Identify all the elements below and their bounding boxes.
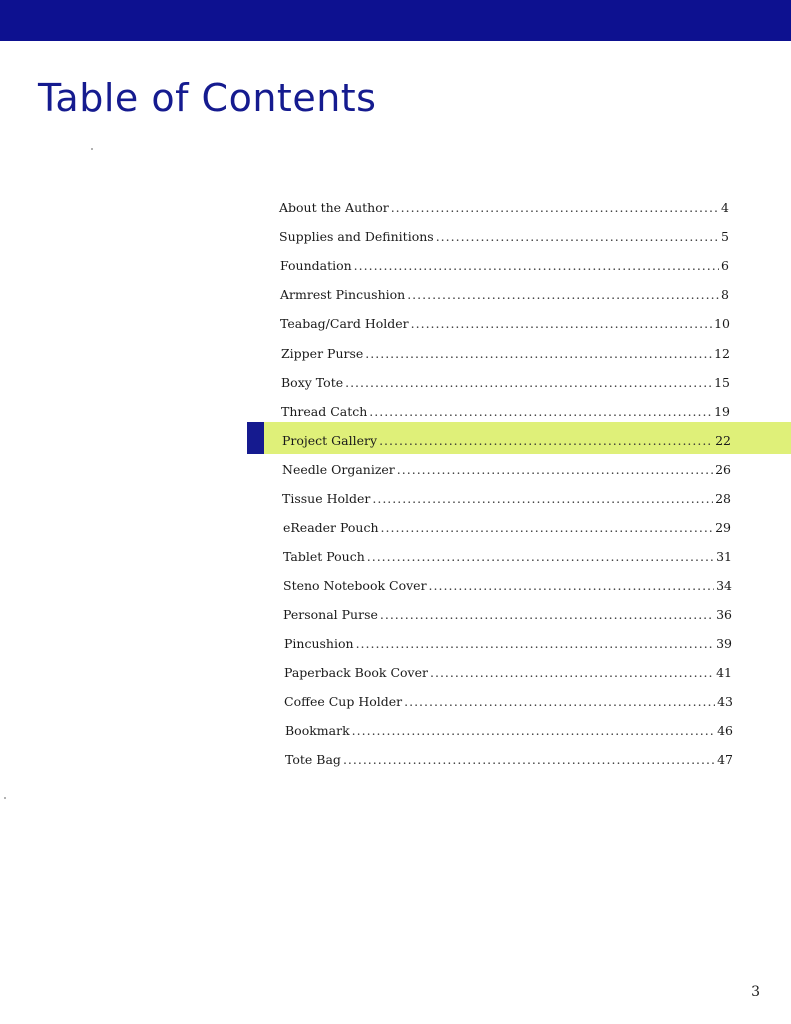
toc-entry-title: Tissue Holder [282, 491, 371, 506]
toc-entry[interactable] [0, 254, 791, 278]
toc-entry-page: 4 [721, 200, 729, 215]
toc-entry-line [285, 719, 733, 743]
toc-entry-line [281, 342, 730, 366]
toc-entry-title: Foundation [280, 258, 352, 273]
toc-entry[interactable] [0, 196, 791, 220]
paper-speck [91, 148, 93, 150]
dot-leader [379, 429, 713, 453]
dot-leader [430, 661, 714, 685]
toc-entry-page: 8 [721, 287, 729, 302]
toc-entry[interactable] [0, 719, 791, 743]
toc-entry-line [283, 603, 732, 627]
toc-entry-title: eReader Pouch [283, 520, 379, 535]
toc-entry-title: Zipper Purse [281, 346, 364, 361]
toc-entry[interactable] [0, 225, 791, 249]
dot-leader [429, 574, 715, 598]
dot-leader [352, 719, 715, 743]
toc-entry-title: Teabag/Card Holder [280, 316, 409, 331]
dot-leader [391, 196, 719, 220]
toc-entry-page: 29 [715, 520, 731, 535]
toc-entry-line [281, 400, 730, 424]
toc-entry[interactable] [0, 342, 791, 366]
toc-entry-page: 28 [715, 491, 731, 506]
toc-entry-line [280, 312, 730, 336]
dot-leader [411, 312, 712, 336]
dot-leader [354, 254, 719, 278]
toc-entry-page: 46 [717, 723, 733, 738]
toc-entry-page: 34 [716, 578, 732, 593]
toc-entry-page: 36 [716, 607, 732, 622]
toc-entry[interactable] [0, 545, 791, 569]
dot-leader [369, 400, 712, 424]
toc-entry-page: 41 [716, 665, 732, 680]
dot-leader [372, 487, 713, 511]
toc-entry-page: 12 [714, 346, 730, 361]
toc-entry-page: 6 [721, 258, 729, 273]
toc-entry-page: 43 [717, 694, 733, 709]
dot-leader [407, 283, 719, 307]
dot-leader [365, 342, 712, 366]
toc-entry-title: Boxy Tote [281, 375, 344, 390]
toc-entry-title: Supplies and Definitions [279, 229, 434, 244]
toc-entry-line [283, 516, 731, 540]
toc-entry-title: Paperback Book Cover [284, 665, 428, 680]
dot-leader [397, 458, 713, 482]
dot-leader [381, 516, 714, 540]
toc-entry-title: Armrest Pincushion [280, 287, 406, 302]
dot-leader [367, 545, 714, 569]
toc-entry[interactable] [0, 661, 791, 685]
toc-entry-line [284, 632, 732, 656]
toc-entry[interactable] [0, 516, 791, 540]
dot-leader [436, 225, 719, 249]
toc-entry-page: 39 [716, 636, 732, 651]
toc-entry-page: 15 [714, 375, 730, 390]
toc-entry-page: 19 [714, 404, 730, 419]
toc-entry-page: 22 [715, 433, 731, 448]
toc-entry-line [280, 254, 729, 278]
toc-entry-title: Bookmark [285, 723, 350, 738]
toc-entry-title: Pincushion [284, 636, 354, 651]
page-title: Table of Contents [38, 76, 377, 120]
header-band [0, 0, 791, 41]
toc-entry[interactable] [0, 371, 791, 395]
dot-leader [404, 690, 715, 714]
toc-entry-line [282, 429, 731, 453]
toc-entry[interactable] [0, 283, 791, 307]
toc-entry-line [282, 487, 731, 511]
toc-entry-page: 26 [715, 462, 731, 477]
paper-speck [4, 797, 6, 799]
toc-entry[interactable] [0, 632, 791, 656]
toc-entry-line [283, 574, 732, 598]
toc-entry-line [284, 690, 733, 714]
toc-entry-line [282, 458, 731, 482]
toc-entry[interactable] [0, 748, 791, 772]
toc-entry[interactable] [0, 603, 791, 627]
toc-entry-line [285, 748, 733, 772]
toc-entry-title: About the Author [279, 200, 389, 215]
dot-leader [380, 603, 714, 627]
toc-entry-line [280, 283, 729, 307]
toc-entry-page: 31 [716, 549, 732, 564]
toc-entry-line [281, 371, 730, 395]
toc-entry-title: Coffee Cup Holder [284, 694, 403, 709]
toc-entry-title: Tablet Pouch [283, 549, 365, 564]
toc-entry-title: Steno Notebook Cover [283, 578, 427, 593]
toc-entry[interactable] [0, 312, 791, 336]
toc-entry-title: Personal Purse [283, 607, 378, 622]
toc-entry[interactable] [0, 400, 791, 424]
toc-entry-highlighted[interactable] [0, 429, 791, 453]
toc-entry-title: Thread Catch [281, 404, 368, 419]
dot-leader [356, 632, 715, 656]
toc-entry-page: 47 [717, 752, 733, 767]
toc-entry-line [279, 196, 729, 220]
page-number: 3 [751, 984, 760, 1000]
toc-entry[interactable] [0, 487, 791, 511]
dot-leader [343, 748, 715, 772]
toc-entry[interactable] [0, 574, 791, 598]
toc-entry-page: 5 [721, 229, 729, 244]
toc-entry-title: Tote Bag [285, 752, 341, 767]
toc-entry-title: Needle Organizer [282, 462, 395, 477]
toc-entry-line [284, 661, 732, 685]
toc-entry[interactable] [0, 458, 791, 482]
toc-entry-line [283, 545, 732, 569]
toc-entry[interactable] [0, 690, 791, 714]
highlight-marker [247, 422, 264, 454]
toc-entry-line [279, 225, 729, 249]
dot-leader [345, 371, 712, 395]
toc-entry-title: Project Gallery [282, 433, 378, 448]
toc-entry-page: 10 [714, 316, 730, 331]
